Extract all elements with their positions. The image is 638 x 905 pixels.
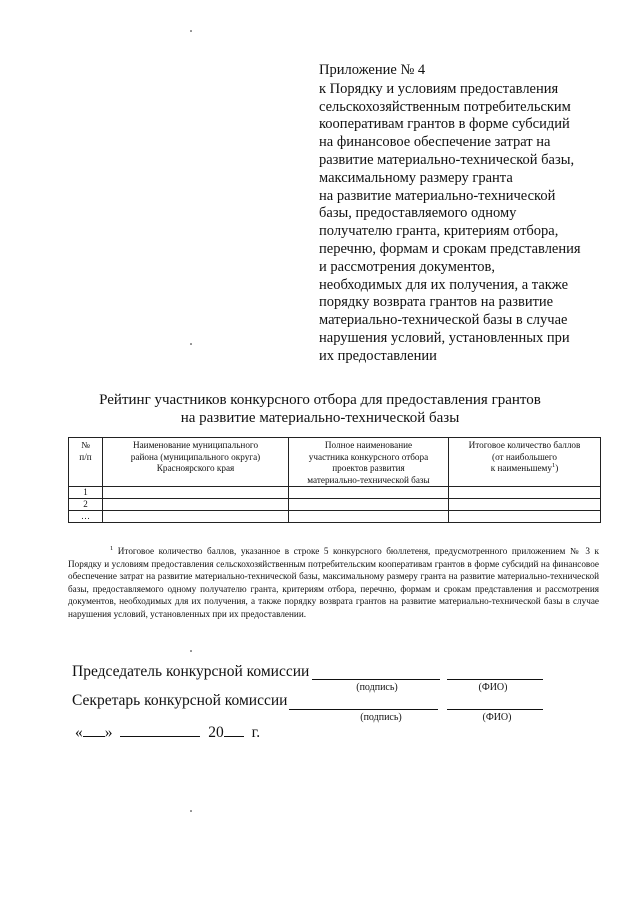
chair-name-caption: (ФИО) — [478, 682, 508, 693]
cell-district — [103, 499, 289, 511]
footnote-mark: 1 — [110, 544, 114, 552]
appendix-title: Приложение № 4 — [319, 62, 426, 78]
scan-speck — [190, 650, 192, 652]
appendix-line: развитие материально-технической базы, — [319, 151, 575, 168]
col-header-participant: Полное наименование участника конкурсного отбора проектов развития материально-технической базы — [289, 438, 449, 487]
cell-score — [449, 499, 601, 511]
rating-table — [68, 437, 601, 523]
appendix-line: их предоставлении — [319, 347, 437, 364]
table-row — [69, 511, 601, 523]
secretary-name-caption: (ФИО) — [482, 712, 512, 723]
footnote-ref: 1 — [551, 462, 556, 470]
date-day-field[interactable] — [83, 722, 105, 737]
appendix-line: базы, предоставляемого одному — [319, 205, 517, 222]
appendix-line: получателю гранта, критериям отбора, — [319, 223, 559, 240]
col-header-district: Наименование муниципального района (муниципального округа) Красноярского края — [103, 438, 289, 487]
appendix-header — [319, 62, 619, 366]
appendix-line: и рассмотрения документов, — [319, 258, 495, 275]
appendix-line: кооперативам грантов в форме субсидий — [319, 116, 570, 133]
footnote — [68, 545, 599, 620]
appendix-line: материально-технической базы в случае — [319, 312, 568, 329]
secretary-label: Секретарь конкурсной комиссии — [72, 692, 288, 709]
chair-signature-line[interactable] — [312, 679, 440, 680]
cell-score — [449, 487, 601, 499]
row-number: 2 — [69, 499, 103, 511]
cell-district — [103, 487, 289, 499]
date-line: « » 20 г. — [75, 724, 261, 741]
scan-speck — [190, 343, 192, 345]
table-row — [69, 499, 601, 511]
appendix-line: необходимых для их получения, а также — [319, 276, 569, 293]
table-header-row — [69, 438, 601, 487]
table-row — [69, 487, 601, 499]
appendix-line: сельскохозяйственным потребительским — [319, 98, 571, 115]
date-year-field[interactable] — [224, 722, 244, 737]
page-title-line: Рейтинг участников конкурсного отбора для предоставления грантов — [99, 392, 541, 408]
appendix-line: порядку возврата грантов на развитие — [319, 294, 554, 311]
page-title — [20, 391, 620, 427]
cell-participant — [289, 499, 449, 511]
cell-district — [103, 511, 289, 523]
scan-speck — [190, 30, 192, 32]
appendix-line: перечню, формам и срокам представления — [319, 240, 581, 257]
appendix-line: на развитие материально-технической — [319, 187, 556, 204]
secretary-signature-caption: (подпись) — [360, 712, 402, 723]
cell-participant — [289, 511, 449, 523]
page-title-line: на развитие материально-технической базы — [180, 410, 460, 426]
cell-score — [449, 511, 601, 523]
appendix-line: к Порядку и условиям предоставления — [319, 80, 559, 97]
row-number: 1 — [69, 487, 103, 499]
appendix-line: на финансовое обеспечение затрат на — [319, 134, 551, 151]
secretary-signature-line[interactable] — [289, 709, 438, 710]
date-month-field[interactable] — [120, 722, 200, 737]
chair-signature-caption: (подпись) — [356, 682, 398, 693]
footnote-text: Итоговое количество баллов, указанное в строке 5 конкурсного бюллетеня, предусмотренного приложением № 3 к Порядку и условиям предоставления сельскохозяйственным потребительским кооперативам грантов в форме субсидий на финансовое обеспечение затрат на развитие материально-технической базы, максимальному размеру гранта на развитие материально-технической базы, предоставляемого одному получателю гранта, критериям отбора, перечню, формам и срокам представления и рассмотрения документов, необходимых для их получения, а также порядку возврата грантов на развитие материально-технической базы в случае нарушения условий, установленных при их предоставлении. — [68, 546, 600, 619]
secretary-name-line[interactable] — [447, 709, 543, 710]
row-number: … — [69, 511, 103, 523]
appendix-line: максимальному размеру гранта — [319, 169, 513, 186]
col-header-number: № п/п — [69, 438, 103, 487]
chair-name-line[interactable] — [447, 679, 543, 680]
appendix-line: нарушения условий, установленных при — [319, 329, 570, 346]
scan-speck — [190, 810, 192, 812]
chair-label: Председатель конкурсной комиссии — [72, 663, 310, 680]
col-header-score: Итоговое количество баллов (от наибольшего к наименьшему$^1$) — [449, 438, 601, 487]
cell-participant — [289, 487, 449, 499]
